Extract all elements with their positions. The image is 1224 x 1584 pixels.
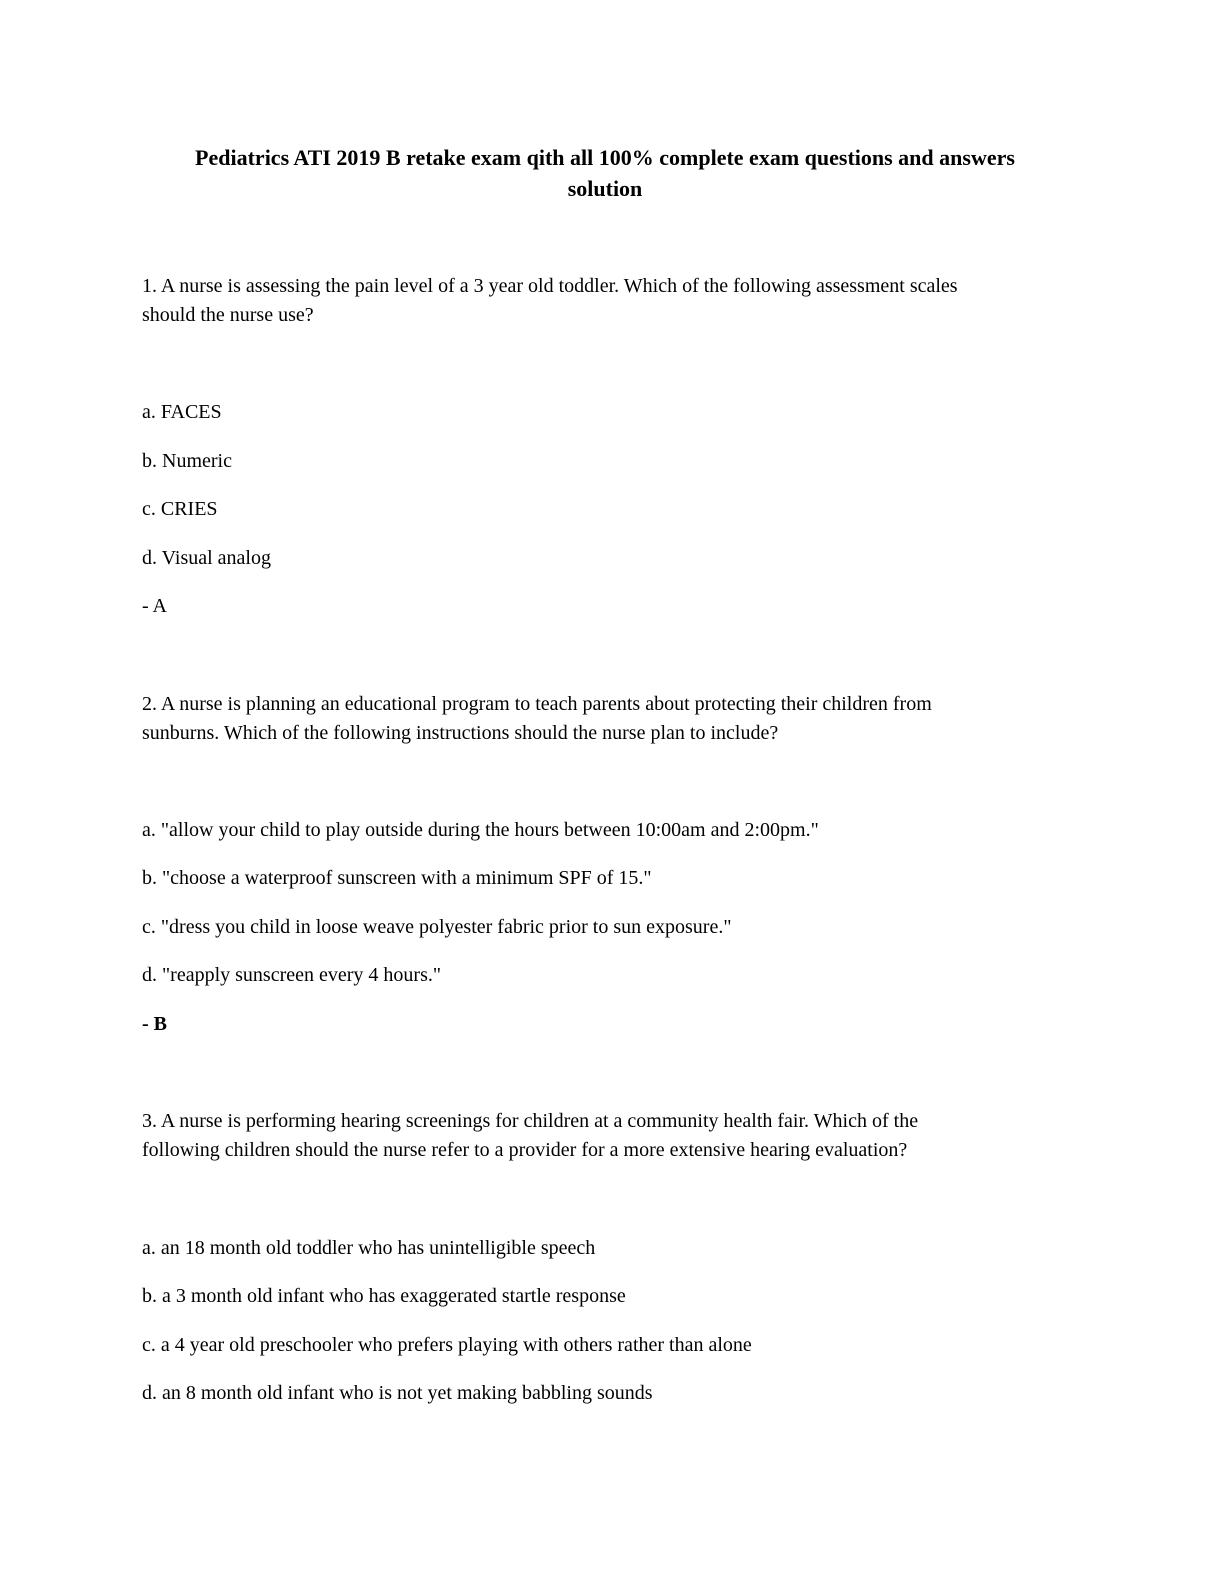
question-3-option-c: c. a 4 year old preschooler who prefers playing with others rather than alone [142, 1334, 752, 1356]
question-1-prompt-line-2: should the nurse use? [142, 304, 314, 326]
question-2-option-a: a. "allow your child to play outside during the hours between 10:00am and 2:00pm." [142, 819, 819, 841]
question-3-option-b: b. a 3 month old infant who has exaggerated startle response [142, 1285, 626, 1307]
question-2-option-b: b. "choose a waterproof sunscreen with a minimum SPF of 15." [142, 867, 652, 889]
question-2-answer: - B [142, 1013, 167, 1035]
document-title-line-1: Pediatrics ATI 2019 B retake exam qith all 100% complete exam questions and answers [195, 145, 1015, 170]
question-2-prompt-line-2: sunburns. Which of the following instructions should the nurse plan to include? [142, 722, 779, 744]
question-1-answer: - A [142, 595, 167, 617]
question-1-option-a: a. FACES [142, 401, 222, 423]
question-2-option-d: d. "reapply sunscreen every 4 hours." [142, 964, 442, 986]
question-1-option-d: d. Visual analog [142, 547, 271, 569]
question-1-option-c: c. CRIES [142, 498, 218, 520]
question-2-prompt-line-1: 2. A nurse is planning an educational program to teach parents about protecting their children from [142, 693, 932, 715]
question-3-option-d: d. an 8 month old infant who is not yet making babbling sounds [142, 1382, 653, 1404]
question-3-prompt-line-1: 3. A nurse is performing hearing screenings for children at a community health fair. Which of the [142, 1110, 919, 1132]
question-1-prompt-line-1: 1. A nurse is assessing the pain level of a 3 year old toddler. Which of the following assessment scales [142, 275, 958, 297]
question-3-option-a: a. an 18 month old toddler who has unintelligible speech [142, 1237, 596, 1259]
question-1-option-b: b. Numeric [142, 450, 232, 472]
question-3-prompt-line-2: following children should the nurse refer to a provider for a more extensive hearing evaluation? [142, 1139, 908, 1161]
document-title-line-2: solution [567, 176, 643, 201]
question-2-option-c: c. "dress you child in loose weave polyester fabric prior to sun exposure." [142, 916, 732, 938]
